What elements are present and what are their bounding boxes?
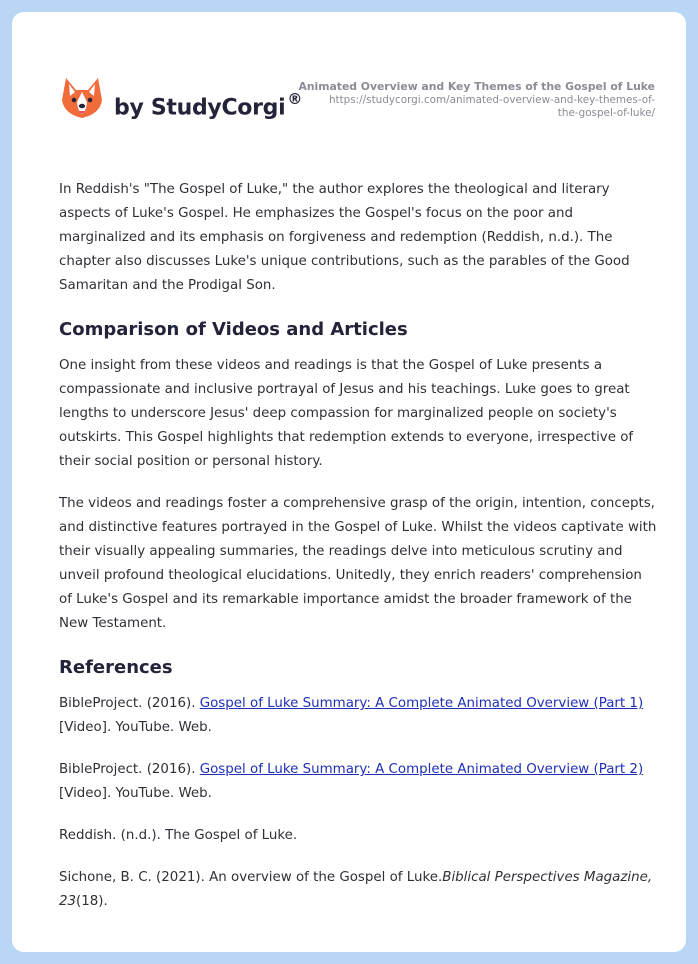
page-header [12, 12, 686, 152]
reference-item-2 [59, 758, 659, 806]
document-body [59, 178, 659, 932]
section-heading-comparison: Comparison of Videos and Articles [59, 319, 408, 340]
document-url[interactable]: https://studycorgi.com/animated-overview-and-key-themes-of-the-gospel-of-luke/ [328, 94, 655, 119]
reference-2-link[interactable]: Gospel of Luke Summary: A Complete Animated Overview (Part 2) [199, 762, 644, 777]
brand-name[interactable] [114, 92, 302, 120]
reference-2-prefix: BibleProject. (2016). [59, 762, 200, 777]
reference-3-text: Reddish. (n.d.). The Gospel of Luke. [59, 828, 298, 843]
comparison-paragraph-2: The videos and readings foster a comprehensive grasp of the origin, intention, concepts, and distinctive features portrayed in the Gospel of Luke. Whilst the videos captivate with their visually appealing summaries, the readings delve into meticulous scrutiny and unveil profound theological elucidations. Unitedly, they enrich readers' comprehension of Luke's Gospel and its remarkable importance amidst the broader framework of the New Testament. [59, 496, 657, 631]
reference-1-prefix: BibleProject. (2016). [59, 696, 200, 711]
reference-1-link[interactable]: Gospel of Luke Summary: A Complete Animated Overview (Part 1) [199, 696, 644, 711]
document-meta [299, 80, 655, 120]
document-page [12, 12, 686, 952]
reference-1-suffix: [Video]. YouTube. Web. [59, 720, 212, 735]
intro-paragraph: In Reddish's "The Gospel of Luke," the author explores the theological and literary aspects of Luke's Gospel. He emphasizes the Gospel's focus on the poor and marginalized and its emphasis on forgiveness and redemption (Reddish, n.d.). The chapter also discusses Luke's unique contributions, such as the parables of the Good Samaritan and the Prodigal Son. [59, 182, 630, 293]
reference-4-suffix: (18). [76, 894, 108, 909]
corgi-logo-icon [60, 76, 104, 122]
comparison-paragraph-1: One insight from these videos and readings is that the Gospel of Luke presents a compassionate and inclusive portrayal of Jesus and his teachings. Luke goes to great lengths to underscore Jesus' deep compassion for marginalized people on society's outskirts. This Gospel highlights that redemption extends to everyone, irrespective of their social position or personal history. [59, 358, 634, 469]
reference-2-suffix: [Video]. YouTube. Web. [59, 786, 212, 801]
reference-item-4 [59, 866, 659, 914]
section-heading-references: References [59, 657, 173, 678]
reference-4-prefix: Sichone, B. C. (2021). An overview of the Gospel of Luke. [59, 870, 443, 885]
reference-item-1 [59, 692, 659, 740]
brand-text: by StudyCorgi [114, 95, 286, 121]
reference-4-journal: Biblical Perspectives Magazine, 23 [59, 870, 653, 909]
document-title: Animated Overview and Key Themes of the Gospel of Luke [298, 80, 655, 93]
registered-mark: ® [287, 90, 303, 108]
reference-item-3 [59, 824, 659, 848]
